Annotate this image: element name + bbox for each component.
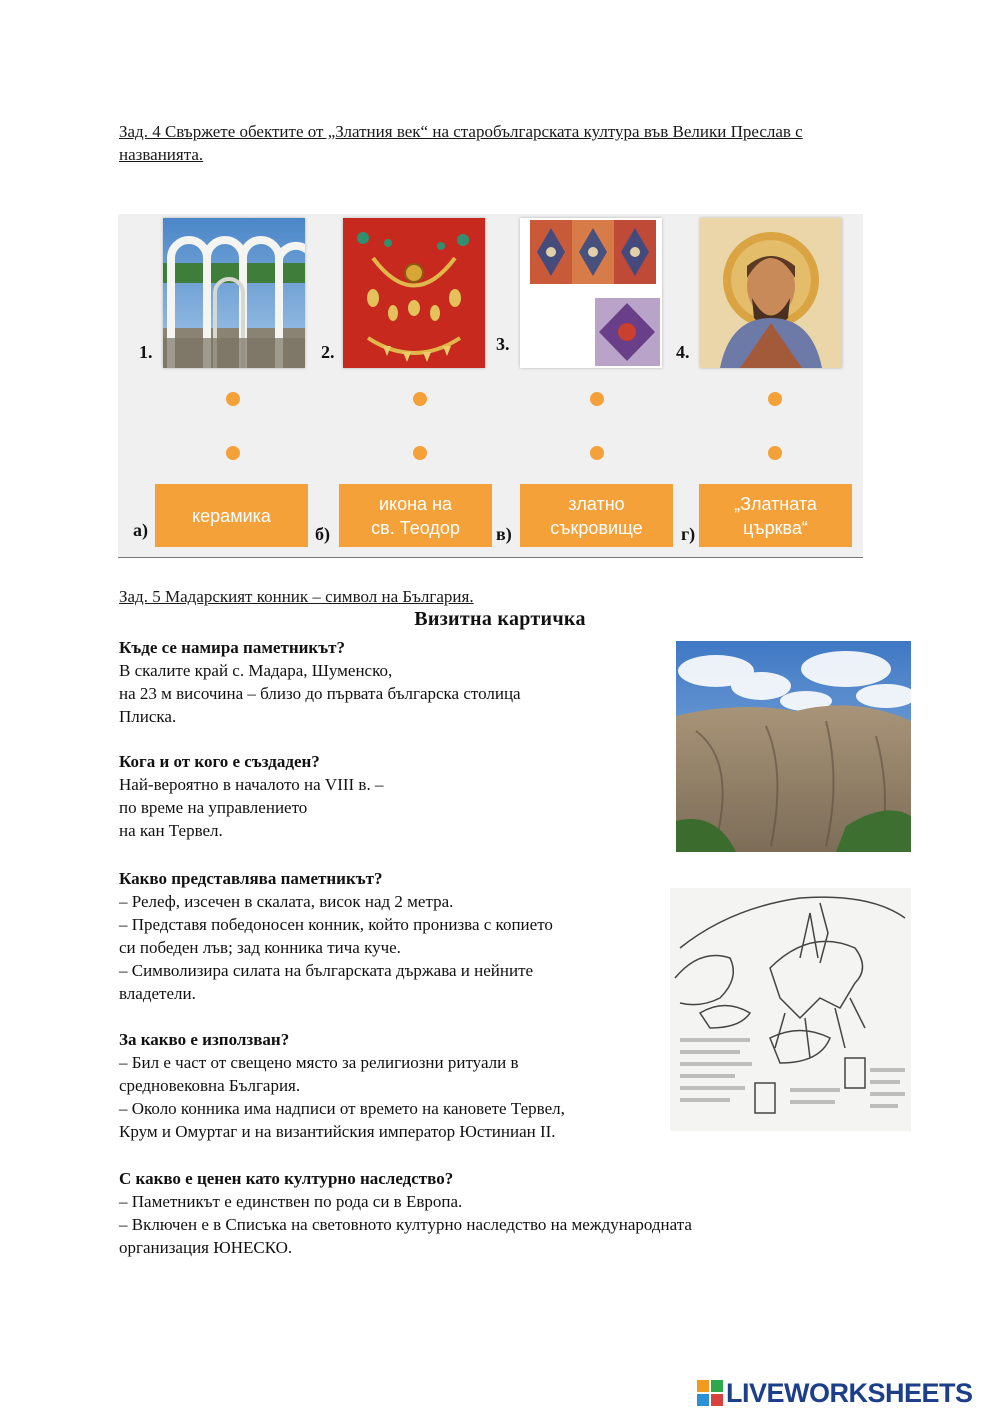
madara-rider-drawing bbox=[670, 888, 911, 1131]
section-line: Най-вероятно в началото на VIII в. – bbox=[119, 775, 384, 794]
section-line: по време на управлението bbox=[119, 798, 308, 817]
section-question: С какво е ценен като културно наследство? bbox=[119, 1169, 454, 1188]
section-line: – Символизира силата на българската държава и нейните bbox=[119, 961, 534, 980]
task4-title: Зад. 4 Свържете обектите от „Златния век“ на старобългарската култура във Велики Преслав с названията. bbox=[119, 122, 803, 164]
section-location bbox=[119, 636, 679, 728]
section-line: – Включен е в Списъка на световното културно наследство на международната bbox=[119, 1215, 692, 1234]
answer-letter-g: г) bbox=[681, 524, 696, 544]
match-dot-top-1[interactable] bbox=[226, 392, 240, 406]
section-question: Къде се намира паметникът? bbox=[119, 638, 345, 657]
section-description bbox=[119, 867, 679, 1005]
answer-letter-a: а) bbox=[133, 520, 148, 540]
section-usage bbox=[119, 1028, 679, 1143]
section-line: на кан Тервел. bbox=[119, 821, 223, 840]
madara-cliff-photo bbox=[676, 641, 911, 852]
answer-letter-b: б) bbox=[315, 524, 330, 544]
item-number-1: 1. bbox=[139, 342, 153, 362]
section-line: – Бил е част от свещено място за религиозни ритуали в bbox=[119, 1053, 519, 1072]
match-dot-bottom-3[interactable] bbox=[590, 446, 604, 460]
section-question: Кога и от кого е създаден? bbox=[119, 752, 320, 771]
liveworksheets-logo-icon bbox=[697, 1380, 723, 1406]
section-line: В скалите край с. Мадара, Шуменско, bbox=[119, 661, 393, 680]
liveworksheets-logo bbox=[697, 1378, 973, 1408]
gold-treasure-image bbox=[343, 218, 485, 368]
section-creation bbox=[119, 750, 679, 842]
section-line: Крум и Омуртаг и на византийския император Юстиниан II. bbox=[119, 1122, 556, 1141]
item-number-3: 3. bbox=[496, 334, 510, 354]
ceramic-tiles-image bbox=[520, 218, 662, 368]
matching-panel bbox=[118, 214, 863, 558]
answer-gold-treasure[interactable]: златно съкровище bbox=[520, 484, 673, 547]
match-dot-bottom-2[interactable] bbox=[413, 446, 427, 460]
answer-ceramics[interactable]: керамика bbox=[155, 484, 308, 547]
card-title: Визитна картичка bbox=[414, 608, 586, 630]
match-dot-bottom-4[interactable] bbox=[768, 446, 782, 460]
section-line: – Релеф, изсечен в скалата, висок над 2 метра. bbox=[119, 892, 454, 911]
section-line: на 23 м височина – близо до първата българска столица bbox=[119, 684, 521, 703]
section-question: Какво представлява паметникът? bbox=[119, 869, 383, 888]
match-dot-top-3[interactable] bbox=[590, 392, 604, 406]
item-number-2: 2. bbox=[321, 342, 335, 362]
section-line: – Около конника има надписи от времето на кановете Тервел, bbox=[119, 1099, 565, 1118]
answer-letter-v: в) bbox=[496, 524, 512, 544]
section-question: За какво е използван? bbox=[119, 1030, 290, 1049]
section-line: организация ЮНЕСКО. bbox=[119, 1238, 293, 1257]
task5-title: Зад. 5 Мадарският конник – символ на България. bbox=[119, 587, 474, 606]
section-line: владетели. bbox=[119, 984, 196, 1003]
section-line: Плиска. bbox=[119, 707, 177, 726]
match-dot-bottom-1[interactable] bbox=[226, 446, 240, 460]
section-line: – Представя победоносен конник, който пронизва с копието bbox=[119, 915, 553, 934]
logo-text: LIVEWORKSHEETS bbox=[726, 1377, 973, 1408]
section-line: си победен лъв; зад конника тича куче. bbox=[119, 938, 401, 957]
item-number-4: 4. bbox=[676, 342, 690, 362]
section-line: – Паметникът е единствен по рода си в Европа. bbox=[119, 1192, 463, 1211]
section-heritage bbox=[119, 1167, 839, 1259]
answer-icon-st-theodore[interactable]: икона на св. Теодор bbox=[339, 484, 492, 547]
answer-golden-church[interactable]: „Златната църква“ bbox=[699, 484, 852, 547]
church-ruins-image bbox=[163, 218, 305, 368]
icon-st-theodore-image bbox=[700, 218, 842, 368]
match-dot-top-4[interactable] bbox=[768, 392, 782, 406]
section-line: средновековна България. bbox=[119, 1076, 301, 1095]
match-dot-top-2[interactable] bbox=[413, 392, 427, 406]
